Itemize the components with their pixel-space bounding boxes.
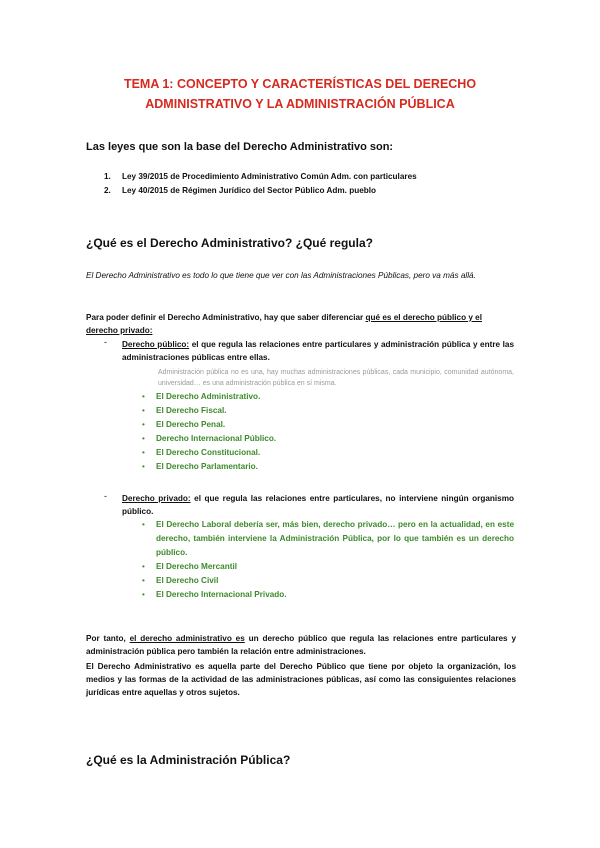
publico-list	[142, 390, 276, 474]
conclusion-paragraph-1: Por tanto, el derecho administrativo es un derecho público que regula las relaciones entre particulares y administración pública pero también la relación entre administraciones.	[86, 634, 516, 656]
list-item: • El Derecho Administrativo.	[142, 392, 261, 401]
publico-note: Administración pública no es una, hay muchas administraciones públicas, cada municipio, comunidad autónoma, universidad… es una administración pública en sí misma.	[158, 369, 514, 387]
leyes-list	[104, 170, 417, 198]
conclusion-paragraph-2: El Derecho Administrativo es aquella parte del Derecho Público que tiene por objeto la organización, los medios y las formas de la actividad de las administraciones públicas, así como las consiguientes relaciones jurídicas entre aquellas y otros sujetos.	[86, 662, 516, 697]
privado-definition: Derecho privado: el que regula las relaciones entre particulares, no interviene ningún organismo público.	[122, 494, 514, 516]
list-item: • El Derecho Mercantil	[142, 562, 237, 571]
title-line-2: ADMINISTRATIVO Y LA ADMINISTRACIÓN PÚBLICA	[145, 97, 455, 111]
list-item: • El Derecho Parlamentario.	[142, 462, 258, 471]
dash-marker: -	[104, 337, 107, 347]
admin-heading: ¿Qué es la Administración Pública?	[86, 753, 291, 767]
intro-paragraph: El Derecho Administrativo es todo lo que tiene que ver con las Administraciones Públicas, pero va más allá.	[86, 271, 476, 280]
list-item: • El Derecho Internacional Privado.	[142, 590, 287, 599]
list-item: • El Derecho Penal.	[142, 420, 226, 429]
list-item: • Derecho Internacional Público.	[142, 434, 277, 443]
dash-marker: -	[104, 491, 107, 501]
list-item: • El Derecho Laboral debería ser, más bien, derecho privado… pero en la actualidad, en este derecho, también interviene la Administración Pública, por lo que también es un derecho público.	[142, 520, 514, 557]
list-item: 2. Ley 40/2015 de Régimen Jurídico del Sector Público Adm. pueblo	[104, 186, 377, 195]
leyes-heading: Las leyes que son la base del Derecho Administrativo son:	[86, 141, 394, 153]
que-heading: ¿Qué es el Derecho Administrativo? ¿Qué regula?	[86, 236, 373, 250]
publico-definition: Derecho público: el que regula las relaciones entre particulares y administración pública y entre las administraciones públicas entre ellas.	[122, 340, 514, 362]
list-item: • El Derecho Constitucional.	[142, 448, 261, 457]
list-item: • El Derecho Fiscal.	[142, 406, 227, 415]
title-line-1: TEMA 1: CONCEPTO Y CARACTERÍSTICAS DEL DERECHO	[123, 77, 477, 91]
diff-paragraph: Para poder definir el Derecho Administrativo, hay que saber diferenciar qué es el derecho público y el derecho privado:	[86, 313, 483, 335]
privado-list	[142, 518, 514, 602]
list-item: • El Derecho Civil	[142, 576, 219, 585]
document-title	[0, 74, 600, 114]
list-item: 1. Ley 39/2015 de Procedimiento Administrativo Común Adm. con particulares	[104, 172, 417, 181]
